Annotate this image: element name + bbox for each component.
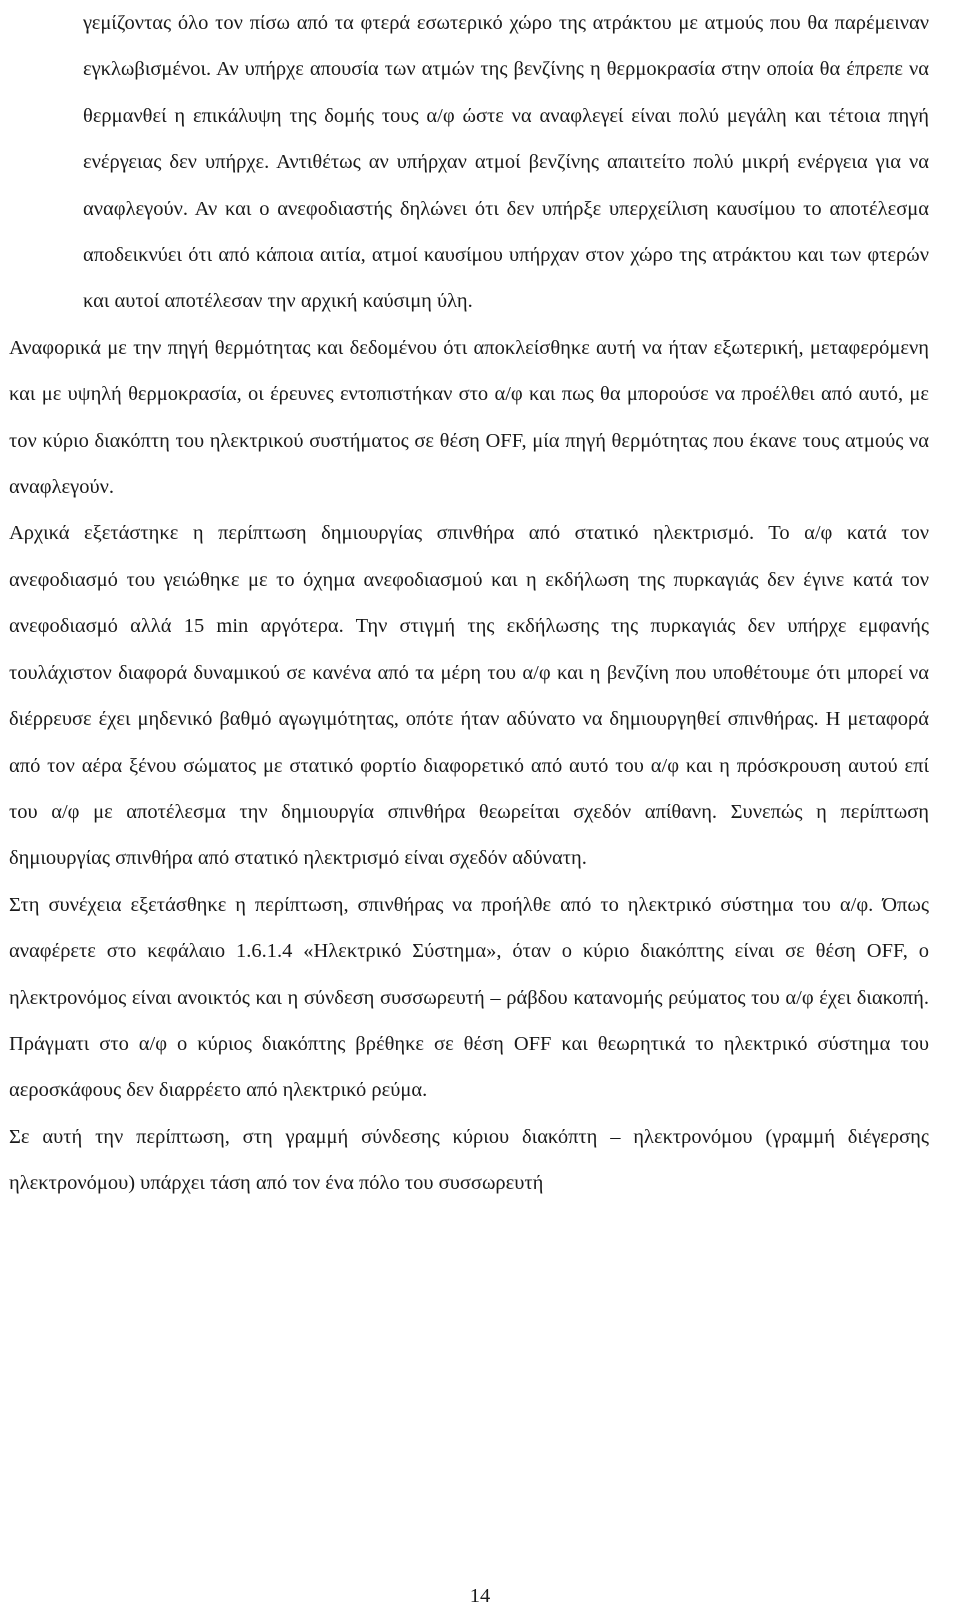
paragraph-heat-source: Αναφορικά με την πηγή θερμότητας και δεδομένου ότι αποκλείσθηκε αυτή να ήταν εξωτερική, μεταφερόμενη και με υψηλή θερμοκρασία, οι έρευνες εντοπιστήκαν στο α/φ και πως θα μπορούσε να προέλθει από αυτό, με τον κύριο διακόπτη του ηλεκτρικού συστήματος σε θέση OFF, μία πηγή θερμότητας που έκανε τους ατμούς να αναφλεγούν. [9,336,929,499]
page-number: 14 [469,1585,491,1607]
paragraph-continued: γεμίζοντας όλο τον πίσω από τα φτερά εσωτερικό χώρο της ατράκτου με ατμούς που θα παρέμειναν εγκλωβισμένοι. Αν υπήρχε απουσία των ατμών της βενζίνης η θερμοκρασία στην οποία θα έπρεπε να θερμανθεί η επικάλυψη της δομής τους α/φ ώστε να αναφλεγεί είναι πολύ μεγάλη και τέτοια πηγή ενέργειας δεν υπήρχε. Αντιθέτως αν υπήρχαν ατμοί βενζίνης απαιτείτο πολύ μικρή ενέργεια για να αναφλεγούν. Αν και ο ανεφοδιαστής δηλώνει ότι δεν υπήρξε υπερχείλιση καυσίμου το αποτέλεσμα αποδεικνύει ότι από κάποια αιτία, ατμοί καυσίμου υπήρχαν στον χώρο της ατράκτου και των φτερών και αυτοί αποτέλεσαν την αρχική καύσιμη ύλη. [83,12,929,313]
paragraph-static-electricity: Αρχικά εξετάστηκε η περίπτωση δημιουργίας σπινθήρα από στατικό ηλεκτρισμό. Το α/φ κατά τον ανεφοδιασμό του γειώθηκε με το όχημα ανεφοδιασμού και η εκδήλωση της πυρκαγιάς δεν έγινε κατά τον ανεφοδιασμό αλλά 15 min αργότερα. Την στιγμή της εκδήλωσης της πυρκαγιάς δεν υπήρχε εμφανής τουλάχιστον διαφορά δυναμικού σε κανένα από τα μέρη του α/φ και η βενζίνη που υποθέτουμε ότι μπορεί να διέρρευσε έχει μηδενικό βαθμό αγωγιμότητας, οπότε ήταν αδύνατο να δημιουργηθεί σπινθήρας. Η μεταφορά από τον αέρα ξένου σώματος με στατικό φορτίο διαφορετικό από αυτό του α/φ και η πρόσκρουση αυτού επί του α/φ με αποτέλεσμα την δημιουργία σπινθήρα θεωρείται σχεδόν απίθανη. Συνεπώς η περίπτωση δημιουργίας σπινθήρα από στατικό ηλεκτρισμό είναι σχεδόν αδύνατη. [9,522,929,870]
paragraph-electrical-system: Στη συνέχεια εξετάσθηκε η περίπτωση, σπινθήρας να προήλθε από το ηλεκτρικό σύστημα του α/φ. Όπως αναφέρετε στο κεφάλαιο 1.6.1.4 «Ηλεκτρικό Σύστημα», όταν ο κύριο διακόπτης είναι σε θέση OFF, ο ηλεκτρονόμος είναι ανοικτός και η σύνδεση συσσωρευτή – ράβδου κατανομής ρεύματος του α/φ έχει διακοπή. Πράγματι στο α/φ ο κύριος διακόπτης βρέθηκε σε θέση OFF και θεωρητικά το ηλεκτρικό σύστημα του αεροσκάφους δεν διαρρέετο από ηλεκτρικό ρεύμα. [9,893,929,1102]
body-text [9,0,929,1207]
paragraph-relay-line: Σε αυτή την περίπτωση, στη γραμμή σύνδεσης κύριου διακόπτη – ηλεκτρονόμου (γραμμή διέγερσης ηλεκτρονόμου) υπάρχει τάση από τον ένα πόλο του συσσωρευτή [9,1125,929,1195]
